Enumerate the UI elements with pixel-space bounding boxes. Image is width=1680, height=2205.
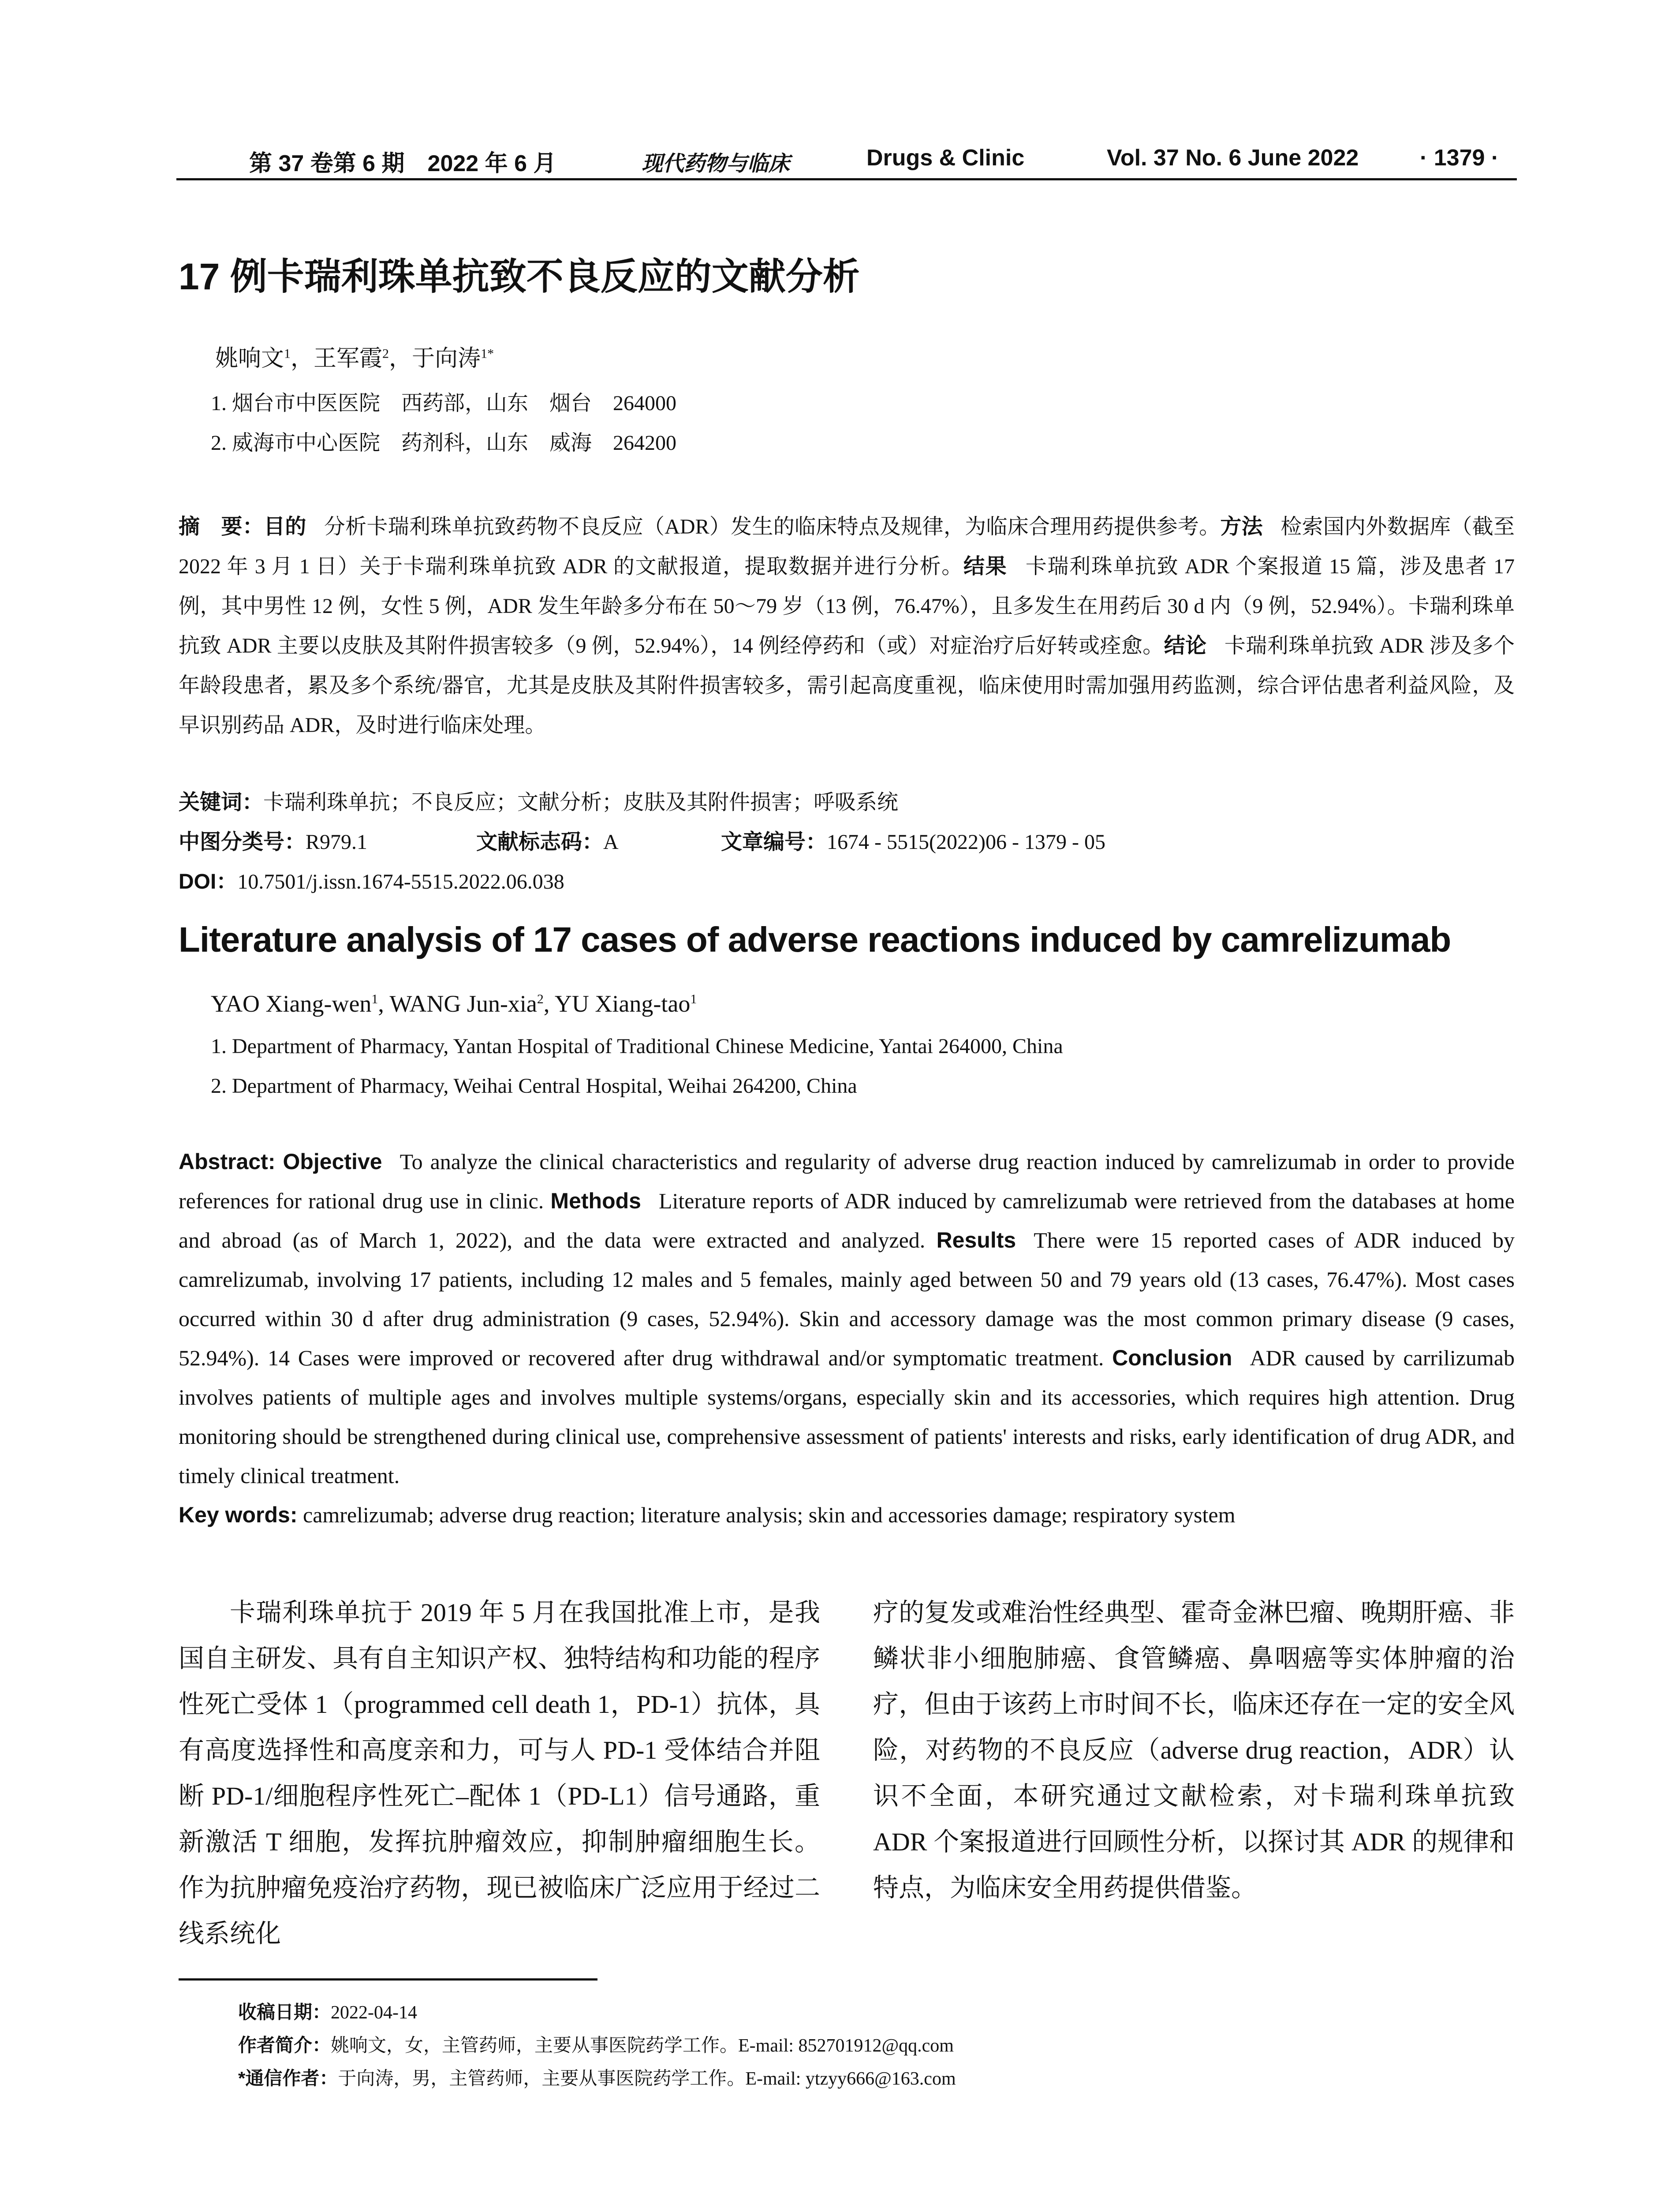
footnote-divider: [179, 1978, 597, 1981]
results-label: 结果: [963, 555, 1008, 578]
affiliation-cn-1: 1. 烟台市中医医院 西药部，山东 烟台 264000: [211, 392, 677, 415]
keywords-label: Key words:: [179, 1502, 298, 1527]
doccode-value: A: [603, 830, 619, 854]
objective-text: To analyze the clinical characteristics and regularity of adverse drug reaction induced by camrelizumab in order to provide references for rational drug use in clinic.: [179, 1149, 1515, 1213]
author-name: YU Xiang-tao: [554, 990, 691, 1017]
author-affiliation-mark: 1: [284, 346, 291, 361]
header-issue-cn: 第 37 卷第 6 期 2022 年 6 月: [249, 151, 556, 176]
article-number: [721, 825, 1105, 855]
article-number-value: 1674 - 5515(2022)06 - 1379 - 05: [827, 830, 1105, 854]
author-affiliation-mark: 2: [382, 346, 389, 361]
doi-value: 10.7501/j.issn.1674-5515.2022.06.038: [237, 870, 564, 893]
received-label: 收稿日期：: [238, 2002, 331, 2022]
author-name: YAO Xiang-wen: [211, 990, 372, 1017]
header-page-number: · 1379 ·: [1420, 145, 1499, 171]
author-affiliation-mark: 1: [371, 992, 378, 1006]
author-name: 姚响文: [215, 346, 284, 371]
author-separator: ,: [543, 990, 555, 1017]
header-journal-cn: 现代药物与临床: [642, 151, 790, 176]
doccode-label: 文献标志码：: [476, 830, 604, 854]
abstract-cn: [179, 507, 1515, 745]
methods-text: Literature reports of ADR induced by camrelizumab were retrieved from the databases at home and abroad (as of March 1, 2022), and the data were extracted and analyzed.: [179, 1188, 1515, 1252]
keywords-label: 关键词：: [179, 791, 264, 814]
doi: [179, 864, 564, 895]
objective-label: 目的: [264, 515, 306, 538]
objective-label: Objective: [283, 1149, 382, 1174]
author-bio-label: 作者简介：: [238, 2035, 331, 2056]
author-affiliation-mark: 2: [537, 992, 544, 1006]
corresponding-text: 于向涛，男，主管药师，主要从事医院药学工作。E-mail: ytzyy666@163.com: [338, 2069, 956, 2089]
body-column-left: 卡瑞利珠单抗于 2019 年 5 月在我国批准上市，是我国自主研发、具有自主知识产权、独特结构和功能的程序性死亡受体 1（programmed cell death 1，PD-1）抗体，具有高度选择性和高度亲和力，可与人 PD-1 受体结合并阻断 PD-1/细胞程序性死亡–配体 1（PD-L1）信号通路，重新激活 T 细胞，发挥抗肿瘤效应，抑制肿瘤细胞生长。作为抗肿瘤免疫治疗药物，现已被临床广泛应用于经过二线系统化: [179, 1598, 820, 1948]
affiliation-en-1: 1. Department of Pharmacy, Yantan Hospital of Traditional Chinese Medicine, Yantai 264000, China: [211, 1035, 1063, 1058]
conclusion-text: ADR caused by carrilizumab involves patients of multiple ages and involves multiple systems/organs, especially skin and its accessories, which requires high attention. Drug monitoring should be strengthened during clinical use, comprehensive assessment of patients' interests and risks, early identification of drug ADR, and timely clinical treatment.: [179, 1345, 1515, 1488]
article-title-cn: 17 例卡瑞利珠单抗致不良反应的文献分析: [179, 256, 860, 297]
clc-label: 中图分类号：: [179, 830, 306, 854]
author-name: 于向涛: [412, 346, 481, 371]
doi-label: DOI：: [179, 870, 238, 893]
clc-number: [179, 825, 367, 855]
corresponding-label: *通信作者：: [238, 2068, 338, 2089]
keywords-text: 卡瑞利珠单抗；不良反应；文献分析；皮肤及其附件损害；呼吸系统: [263, 791, 899, 814]
footnote-corresponding-author: [238, 2064, 956, 2090]
results-text: 卡瑞利珠单抗致 ADR 个案报道 15 篇，涉及患者 17 例，其中男性 12 例，女性 5 例，ADR 发生年龄多分布在 50～79 岁（13 例，76.47%），且多发生在用药后 30 d 内（9 例，52.94%）。卡瑞利珠单抗致 ADR 主要以皮肤及其附件损害较多（9 例，52.94%），14 例经停药和（或）对症治疗后好转或痊愈。: [179, 555, 1515, 658]
author-affiliation-mark: 1*: [481, 346, 494, 361]
methods-label: Methods: [550, 1188, 641, 1213]
methods-text: 检索国内外数据库（截至 2022 年 3 月 1 日）关于卡瑞利珠单抗致 ADR 的文献报道，提取数据并进行分析。: [179, 515, 1515, 578]
abstract-en: [179, 1142, 1515, 1535]
author-affiliation-mark: 1: [690, 992, 697, 1006]
authors-en: [211, 990, 697, 1017]
body-column-right: 疗的复发或难治性经典型、霍奇金淋巴瘤、晚期肝癌、非鳞状非小细胞肺癌、食管鳞癌、鼻咽癌等实体肿瘤的治疗，但由于该药上市时间不长，临床还存在一定的安全风险，对药物的不良反应（adverse drug reaction，ADR）认识不全面，本研究通过文献检索，对卡瑞利珠单抗致 ADR 个案报道进行回顾性分析，以探讨其 ADR 的规律和特点，为临床安全用药提供借鉴。: [873, 1598, 1515, 1902]
abstract-label: 摘 要：: [179, 515, 264, 538]
header-issue-en: Vol. 37 No. 6 June 2022: [1107, 145, 1359, 171]
document-code: [476, 825, 619, 855]
clc-value: R979.1: [306, 830, 368, 854]
abstract-label: Abstract:: [179, 1149, 276, 1174]
affiliation-en-2: 2. Department of Pharmacy, Weihai Central Hospital, Weihai 264200, China: [211, 1074, 857, 1098]
conclusion-label: Conclusion: [1112, 1345, 1232, 1370]
authors-cn: [215, 340, 494, 373]
affiliation-cn-2: 2. 威海市中心医院 药剂科，山东 威海 264200: [211, 431, 677, 455]
footnote-author-bio: [238, 2031, 954, 2057]
methods-label: 方法: [1220, 515, 1263, 538]
received-date: 2022-04-14: [331, 2003, 417, 2023]
footnote-received: [238, 1998, 417, 2024]
author-separator: ,: [378, 990, 390, 1017]
author-separator: ，: [389, 346, 412, 371]
results-text: There were 15 reported cases of ADR induced by camrelizumab, involving 17 patients, including 12 males and 5 females, mainly aged between 50 and 79 years old (13 cases, 76.47%). Most cases occurred within 30 d after drug administration (9 cases, 52.94%). Skin and accessory damage was the most common primary disease (9 cases, 52.94%). 14 Cases were improved or recovered after drug withdrawal and/or symptomatic treatment.: [179, 1228, 1515, 1370]
running-header: [176, 140, 1517, 180]
author-name: WANG Jun-xia: [389, 990, 537, 1017]
author-separator: ，: [291, 346, 314, 371]
author-name: 王军霞: [314, 346, 383, 371]
conclusion-label: 结论: [1164, 634, 1207, 658]
conclusion-text: 卡瑞利珠单抗致 ADR 涉及多个年龄段患者，累及多个系统/器官，尤其是皮肤及其附件损害较多，需引起高度重视，临床使用时需加强用药监测，综合评估患者利益风险，及早识别药品 ADR，及时进行临床处理。: [179, 634, 1515, 737]
keywords-cn: [179, 785, 898, 815]
objective-text: 分析卡瑞利珠单抗致药物不良反应（ADR）发生的临床特点及规律，为临床合理用药提供参考。: [324, 515, 1221, 538]
article-title-en: Literature analysis of 17 cases of adverse reactions induced by camrelizumab: [179, 920, 1451, 959]
article-number-label: 文章编号：: [721, 830, 827, 854]
results-label: Results: [936, 1228, 1016, 1252]
header-journal-en: Drugs & Clinic: [866, 145, 1025, 171]
keywords-text: camrelizumab; adverse drug reaction; literature analysis; skin and accessories damage; respiratory system: [303, 1502, 1236, 1527]
author-bio-text: 姚响文，女，主管药师，主要从事医院药学工作。E-mail: 852701912@qq.com: [331, 2036, 954, 2056]
